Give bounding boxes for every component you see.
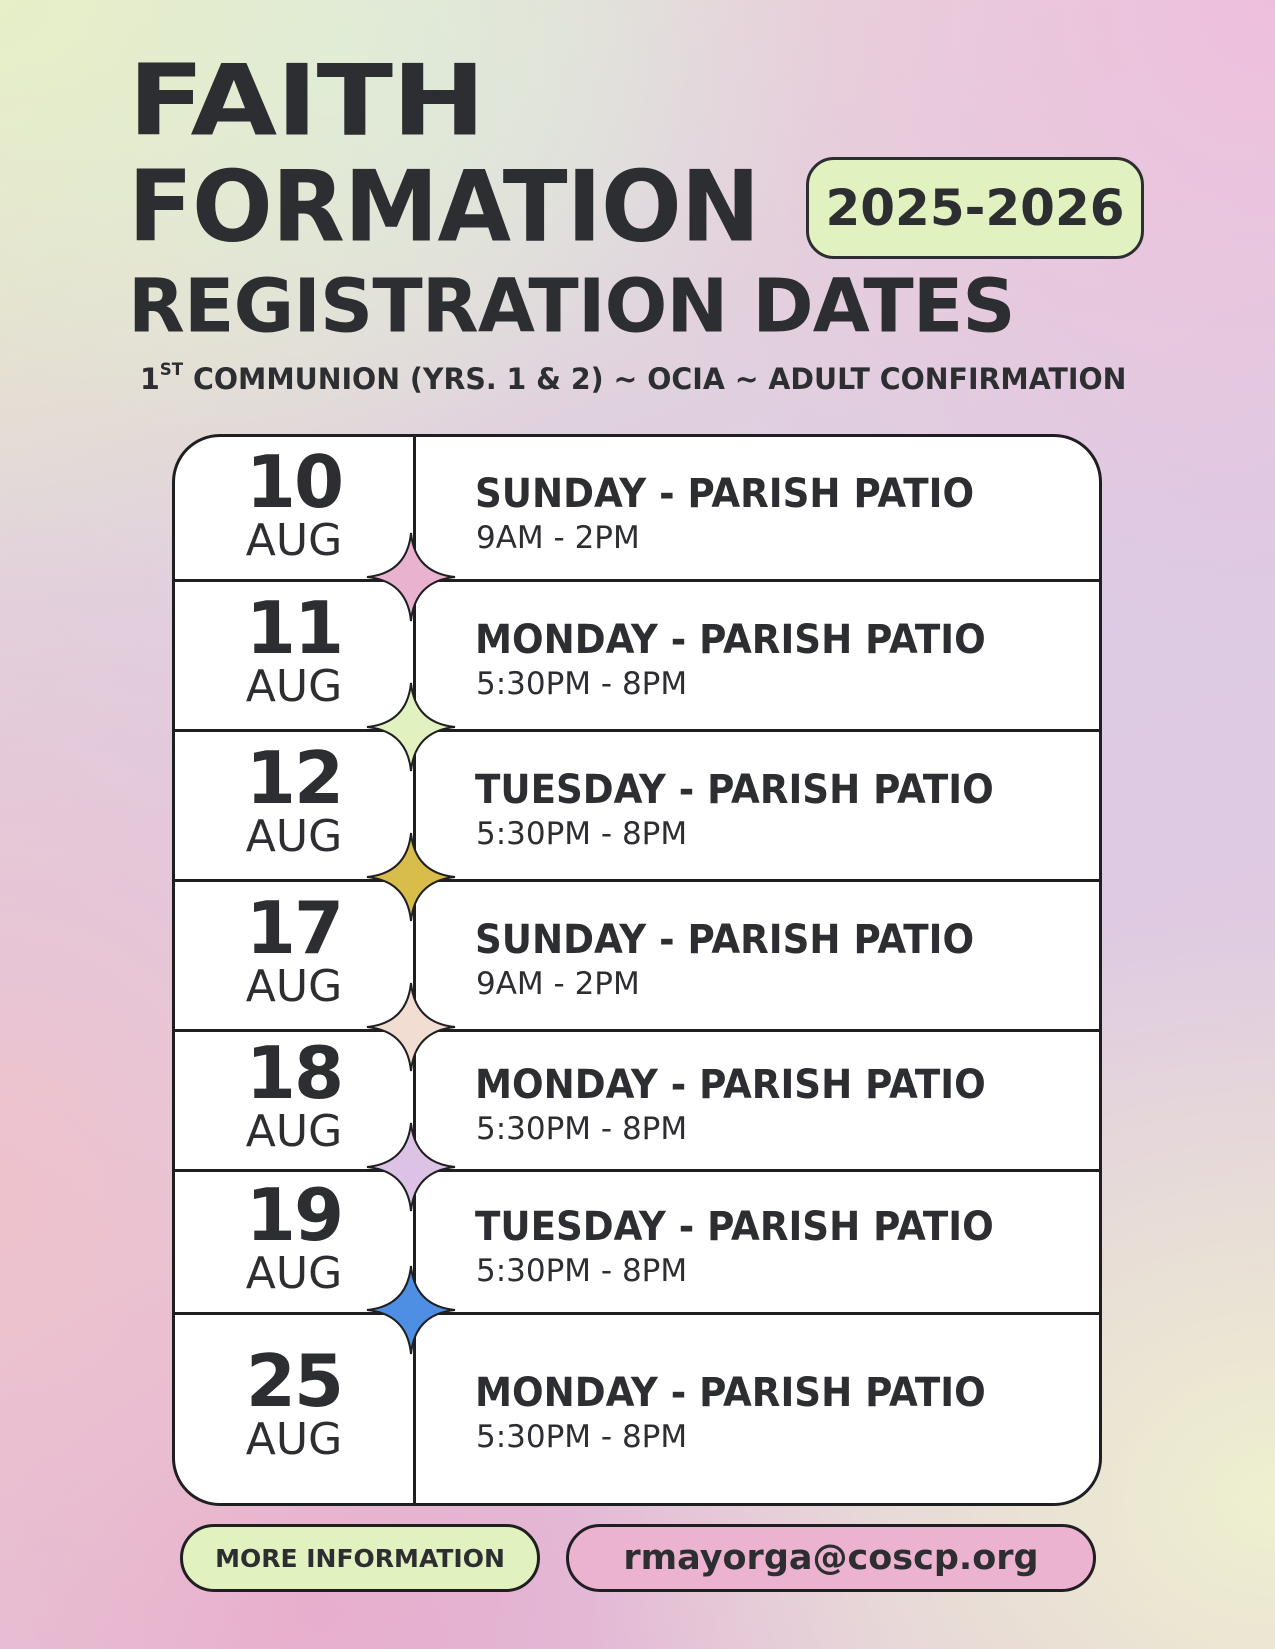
date-month: AUG bbox=[245, 811, 343, 862]
date-month: AUG bbox=[245, 661, 343, 712]
date-day: 12 bbox=[245, 736, 343, 820]
event-time: 5:30PM - 8PM bbox=[476, 1111, 688, 1147]
row-divider bbox=[175, 879, 1099, 882]
sparkle-star-shape bbox=[367, 833, 455, 921]
subtitle-ordinal-suffix: ST bbox=[159, 360, 184, 380]
row-divider bbox=[175, 1312, 1099, 1315]
schedule-row bbox=[175, 730, 1099, 880]
date-day: 19 bbox=[245, 1172, 343, 1257]
sparkle-star-icon bbox=[365, 681, 457, 773]
schedule-row bbox=[175, 1030, 1099, 1170]
sparkle-star-shape bbox=[367, 1266, 455, 1354]
sparkle-star-icon bbox=[365, 1121, 457, 1213]
title-line-formation: FORMATION bbox=[128, 149, 760, 264]
event-title: TUESDAY - PARISH PATIO bbox=[475, 1203, 994, 1250]
date-month: AUG bbox=[245, 961, 343, 1012]
contact-email-link[interactable]: rmayorga@coscp.org bbox=[566, 1524, 1096, 1592]
event-time: 5:30PM - 8PM bbox=[476, 816, 688, 852]
date-month: AUG bbox=[245, 1414, 343, 1465]
date-day: 11 bbox=[245, 586, 343, 670]
row-divider bbox=[175, 579, 1099, 582]
row-divider bbox=[175, 1029, 1099, 1032]
event-title: MONDAY - PARISH PATIO bbox=[475, 1062, 986, 1108]
schedule-row bbox=[175, 880, 1099, 1030]
more-information-badge: MORE INFORMATION bbox=[180, 1524, 540, 1592]
sparkle-star-shape bbox=[367, 683, 455, 771]
event-time: 5:30PM - 8PM bbox=[476, 666, 688, 702]
event-title: SUNDAY - PARISH PATIO bbox=[475, 917, 975, 963]
sparkle-star-shape bbox=[367, 1123, 455, 1211]
event-title: MONDAY - PARISH PATIO bbox=[475, 617, 986, 663]
sparkle-star-icon bbox=[365, 1264, 457, 1356]
schedule-row bbox=[175, 1170, 1099, 1313]
date-day: 25 bbox=[245, 1339, 343, 1423]
title-line-faith: FAITH bbox=[128, 43, 485, 158]
date-day: 10 bbox=[245, 439, 343, 524]
schedule-row bbox=[175, 437, 1099, 580]
row-divider bbox=[175, 729, 1099, 732]
date-month: AUG bbox=[245, 514, 343, 566]
event-title: SUNDAY - PARISH PATIO bbox=[475, 470, 975, 517]
schedule-row bbox=[175, 1313, 1099, 1503]
row-divider bbox=[175, 1169, 1099, 1172]
date-day: 18 bbox=[245, 1031, 343, 1115]
title-line-registration-dates: REGISTRATION DATES bbox=[128, 263, 1015, 350]
event-time: 5:30PM - 8PM bbox=[476, 1419, 688, 1455]
sparkle-star-icon bbox=[365, 531, 457, 623]
event-time: 9AM - 2PM bbox=[476, 519, 640, 556]
subtitle-text: COMMUNION (YRS. 1 & 2) ~ OCIA ~ ADULT CONFIRMATION bbox=[183, 362, 1127, 396]
sparkle-star-icon bbox=[365, 831, 457, 923]
programs-subtitle bbox=[140, 360, 1127, 396]
year-badge: 2025-2026 bbox=[806, 157, 1144, 259]
schedule-rows bbox=[175, 437, 1099, 1503]
date-month: AUG bbox=[245, 1106, 343, 1157]
registration-schedule bbox=[172, 434, 1102, 1506]
event-time: 5:30PM - 8PM bbox=[476, 1252, 688, 1289]
sparkle-star-icon bbox=[365, 981, 457, 1073]
event-title: TUESDAY - PARISH PATIO bbox=[475, 767, 994, 813]
date-month: AUG bbox=[245, 1247, 343, 1299]
sparkle-star-shape bbox=[367, 533, 455, 621]
schedule-row bbox=[175, 580, 1099, 730]
event-time: 9AM - 2PM bbox=[476, 966, 640, 1002]
date-day: 17 bbox=[245, 886, 343, 970]
subtitle-ordinal: 1 bbox=[140, 362, 160, 396]
event-title: MONDAY - PARISH PATIO bbox=[475, 1370, 986, 1416]
sparkle-star-shape bbox=[367, 983, 455, 1071]
